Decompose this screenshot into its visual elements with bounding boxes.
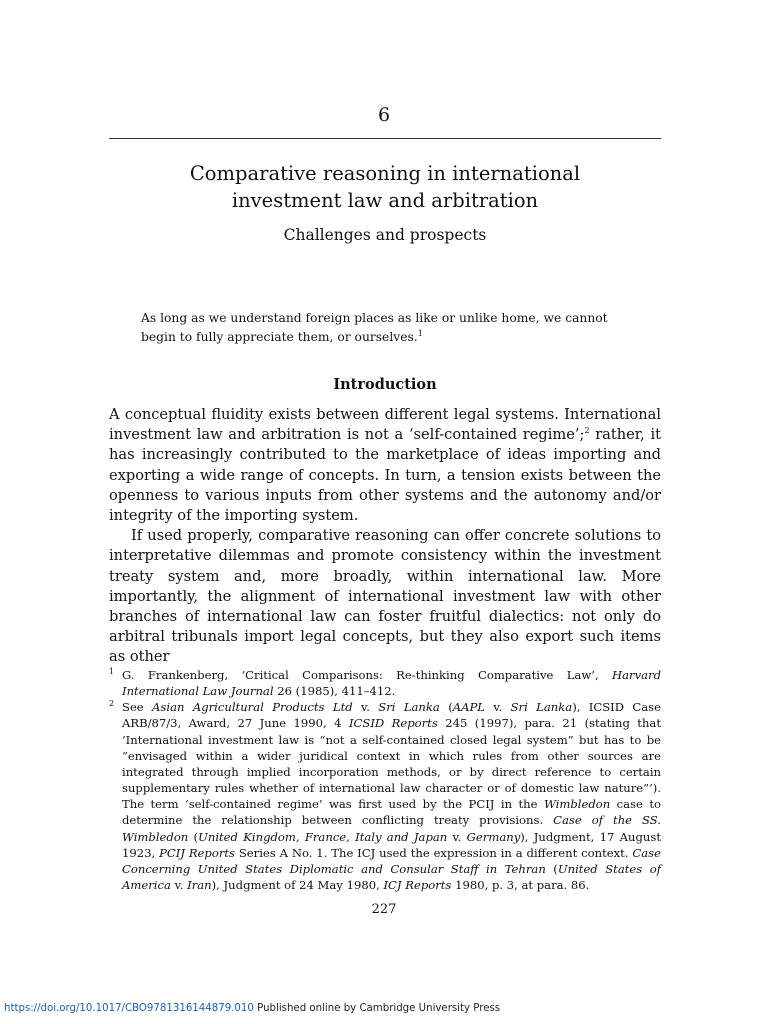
footnote-marker: 2 <box>109 699 115 709</box>
page-number: 227 <box>371 902 397 917</box>
body-text <box>109 405 661 668</box>
footnote-marker: 1 <box>109 667 115 676</box>
doi-link[interactable]: https://doi.org/10.1017/CBO9781316144879.010 <box>4 1003 254 1014</box>
chapter-number: 6 <box>377 104 391 126</box>
footnote-2: 2 See Asian Agricultural Products Ltd v. Sri Lanka (AAPL v. Sri Lanka), ICSID Case ARB/87/3, Award, 27 June 1990, 4 ICSID Reports 245 (1997), para. 21 (stating that ‘International investment law is “not a self-contained closed legal system” but has to be “envisaged within a wider juridical context in which rules from other sources are integrated through implied incorporation methods, or by direct reference to certain supplementary rules whether of international law character or of domestic law nature”’). The term ‘self-contained regime’ was first used by the PCIJ in the Wimbledon case to determine the relationship between conflicting treaty provisions. Case of the SS. Wimbledon (United Kingdom, France, Italy and Japan v. Germany), Judgment, 17 August 1923, PCIJ Reports Series A No. 1. The ICJ used the expression in a different context. Case Concerning United States Diplomatic and Consular Staff in Tehran (United States of America v. Iran), Judgment of 24 May 1980, ICJ Reports 1980, p. 3, at para. 86. <box>109 699 661 893</box>
footnotes <box>109 667 661 893</box>
section-heading: Introduction <box>333 376 437 393</box>
footnote-1: 1 G. Frankenberg, ‘Critical Comparisons: Re-thinking Comparative Law’, Harvard International Law Journal 26 (1985), 411–412. <box>109 667 661 699</box>
chapter-divider <box>109 138 661 139</box>
epigraph-text: As long as we understand foreign places as like or unlike home, we cannot begin to fully appreciate them, or ourselves. <box>141 311 608 344</box>
chapter-subtitle: Challenges and prospects <box>283 226 487 244</box>
chapter-title-line-1: Comparative reasoning in international <box>189 162 581 185</box>
footer-doi <box>4 1003 500 1014</box>
chapter-title-line-2: investment law and arbitration <box>231 189 539 212</box>
paragraph-2: If used properly, comparative reasoning can offer concrete solutions to interpretative dilemmas and promote consistency within the investment treaty system and, more broadly, within international law. More importantly, the alignment of international investment law with other branches of international law can foster fruitful dialectics: not only do arbitral tribunals import legal concepts, but they also export such items as other <box>109 527 661 666</box>
epigraph <box>141 309 633 347</box>
footnote-ref-1[interactable]: 1 <box>417 328 423 338</box>
footnote-ref-2[interactable]: 2 <box>584 426 590 436</box>
paragraph-1: A conceptual fluidity exists between different legal systems. International investment law and arbitration is not a ‘self-contained regime’;$^2$ rather, it has increasingly contributed to the marketplace of ideas importing and exporting a wide range of concepts. In turn, a tension exists between the openness to various inputs from other systems and the autonomy and/or integrity of the importing system. <box>109 406 661 525</box>
chapter-title <box>109 160 661 214</box>
published-note: Published online by Cambridge University Press <box>253 1003 501 1014</box>
